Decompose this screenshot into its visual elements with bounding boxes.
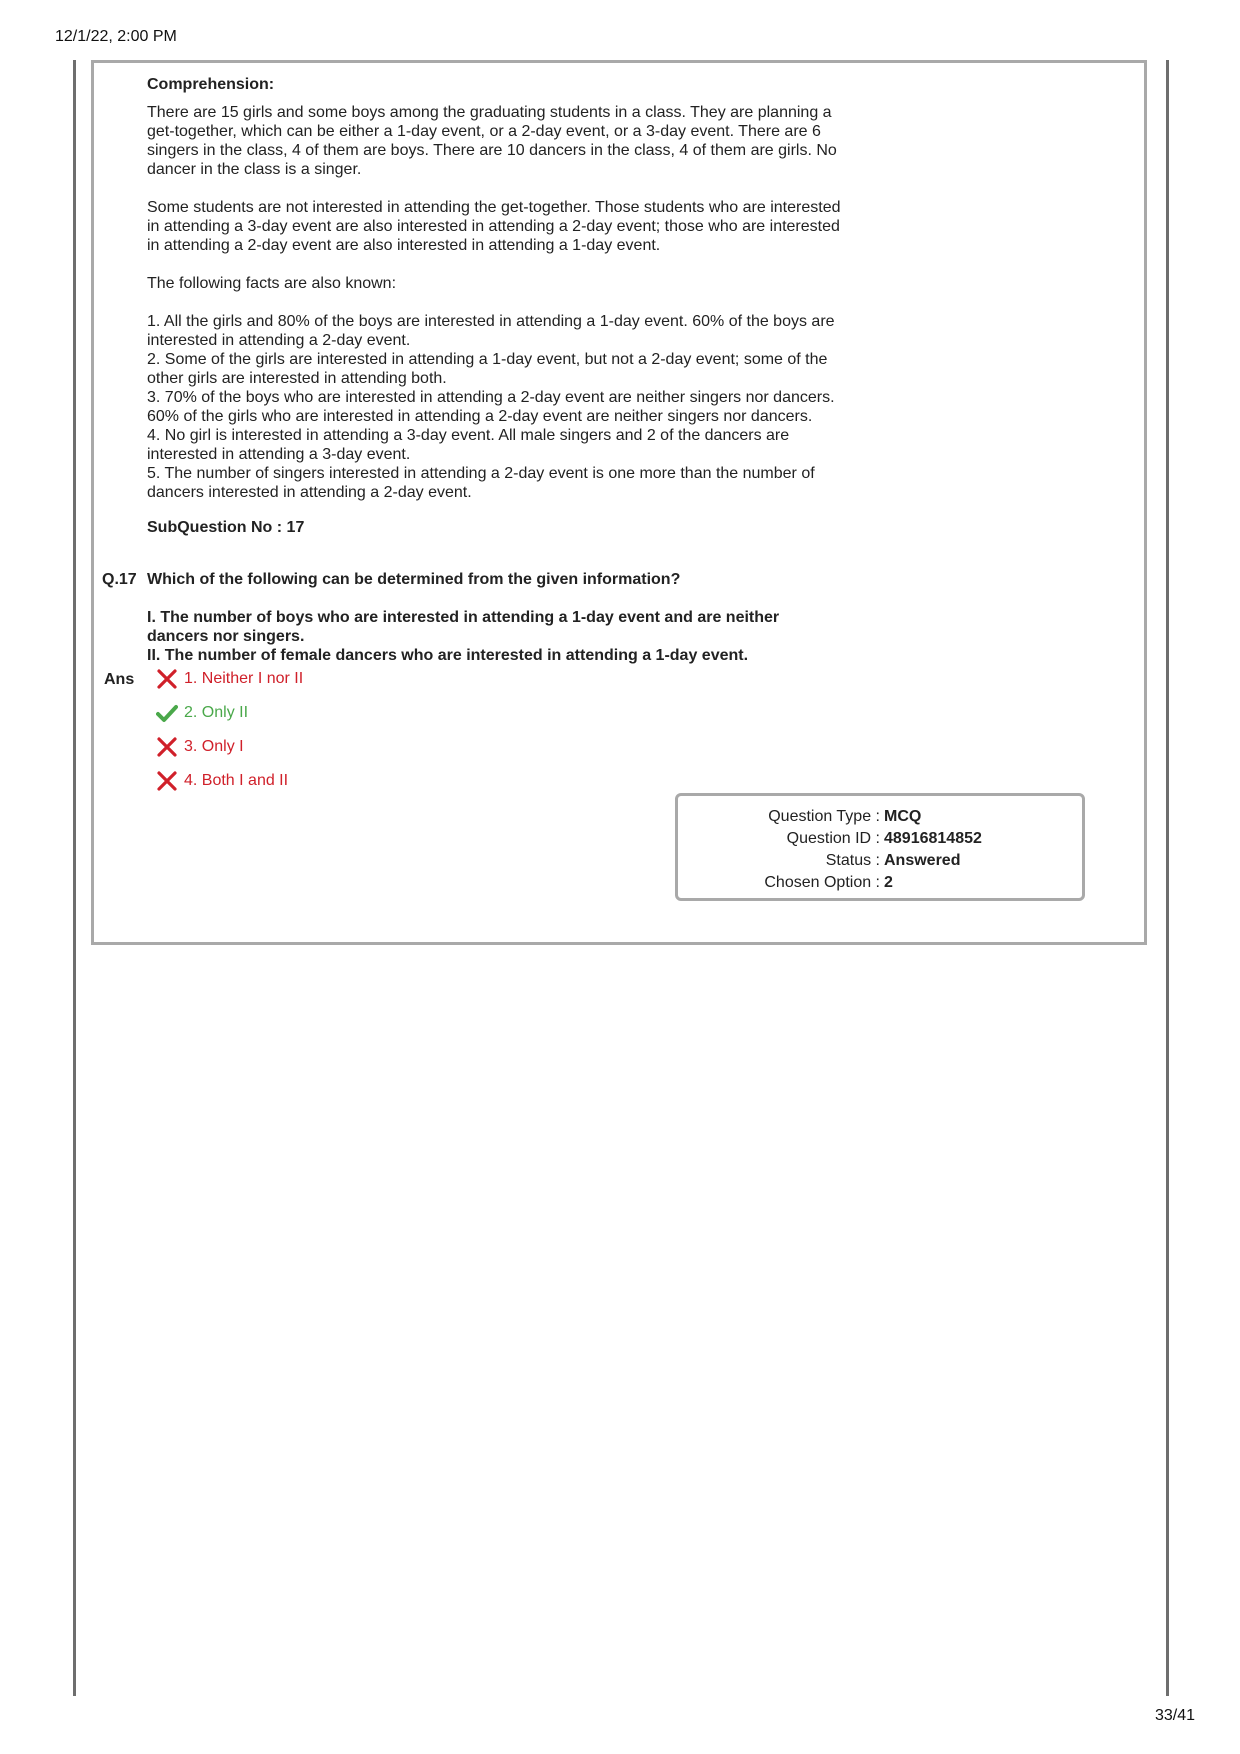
fact-item: 1. All the girls and 80% of the boys are interested in attending a 1-day event. 60% of the boys are interested in attending a 2-day event. bbox=[147, 313, 835, 349]
comprehension-paragraph: Some students are not interested in attending the get-together. Those students who are interested in attending a 3-day event are also interested in attending a 2-day event; those who are interested in attending a 2-day event are also interested in attending a 1-day event. bbox=[147, 199, 841, 254]
question-type-value: MCQ bbox=[884, 808, 922, 825]
answer-option bbox=[156, 737, 303, 771]
answer-option-text: 4. Both I and II bbox=[184, 772, 289, 789]
comprehension-heading: Comprehension: bbox=[147, 76, 275, 93]
status-value: Answered bbox=[884, 852, 961, 869]
comprehension-paragraph: There are 15 girls and some boys among the graduating students in a class. They are planning a get-together, which can be either a 1-day event, or a 2-day event, or a 3-day event. There are 6 singers in the class, 4 of them are boys. There are 10 dancers in the class, 4 of them are girls. No dancer in the class is a singer. bbox=[147, 104, 837, 178]
question-statement: II. The number of female dancers who are interested in attending a 1-day event. bbox=[147, 647, 749, 664]
chosen-option-label: Chosen Option : bbox=[764, 874, 880, 891]
answer-option bbox=[156, 771, 303, 805]
meta-row bbox=[678, 872, 982, 894]
subquestion-number: SubQuestion No : 17 bbox=[147, 519, 305, 536]
question-statement: I. The number of boys who are interested in attending a 1-day event and are neither dancers nor singers. bbox=[147, 609, 780, 645]
cross-icon bbox=[156, 737, 178, 757]
answer-option-text: 1. Neither I nor II bbox=[184, 670, 304, 687]
chosen-option-value: 2 bbox=[884, 874, 893, 891]
status-label: Status : bbox=[825, 852, 880, 869]
question-id-value: 48916814852 bbox=[884, 830, 982, 847]
answer-option-text: 3. Only I bbox=[184, 738, 244, 755]
question-meta-box bbox=[675, 793, 1085, 901]
facts-list bbox=[147, 312, 847, 502]
answer-option-text: 2. Only II bbox=[184, 704, 249, 721]
page-number: 33/41 bbox=[1154, 1707, 1195, 1724]
question-text-block bbox=[147, 570, 827, 665]
comprehension-paragraph: The following facts are also known: bbox=[147, 275, 397, 292]
answer-options bbox=[156, 669, 303, 805]
answer-option bbox=[156, 703, 303, 737]
check-icon bbox=[156, 703, 178, 723]
cross-icon bbox=[156, 669, 178, 689]
question-panel bbox=[91, 60, 1147, 945]
question-type-label: Question Type : bbox=[768, 808, 880, 825]
print-datetime: 12/1/22, 2:00 PM bbox=[55, 28, 177, 45]
question-text: Which of the following can be determined from the given information? bbox=[147, 571, 681, 588]
question-meta-table bbox=[678, 806, 982, 894]
meta-row bbox=[678, 806, 982, 828]
fact-item: 2. Some of the girls are interested in attending a 1-day event, but not a 2-day event; some of the other girls are interested in attending both. bbox=[147, 351, 828, 387]
meta-row bbox=[678, 828, 982, 850]
cross-icon bbox=[156, 771, 178, 791]
fact-item: 5. The number of singers interested in attending a 2-day event is one more than the number of dancers interested in attending a 2-day event. bbox=[147, 465, 815, 501]
page-frame-right-line bbox=[1166, 60, 1169, 1696]
page-frame-left-line bbox=[73, 60, 76, 1696]
fact-item: 3. 70% of the boys who are interested in attending a 2-day event are neither singers nor dancers. 60% of the girls who are interested in attending a 2-day event are neither singers nor dancers. bbox=[147, 389, 835, 425]
question-id-label: Question ID : bbox=[786, 830, 880, 847]
meta-row bbox=[678, 850, 982, 872]
answer-label: Ans bbox=[104, 671, 135, 688]
comprehension-block bbox=[147, 75, 847, 537]
fact-item: 4. No girl is interested in attending a 3-day event. All male singers and 2 of the dancers are interested in attending a 3-day event. bbox=[147, 427, 790, 463]
question-number: Q.17 bbox=[102, 571, 137, 588]
answer-option bbox=[156, 669, 303, 703]
